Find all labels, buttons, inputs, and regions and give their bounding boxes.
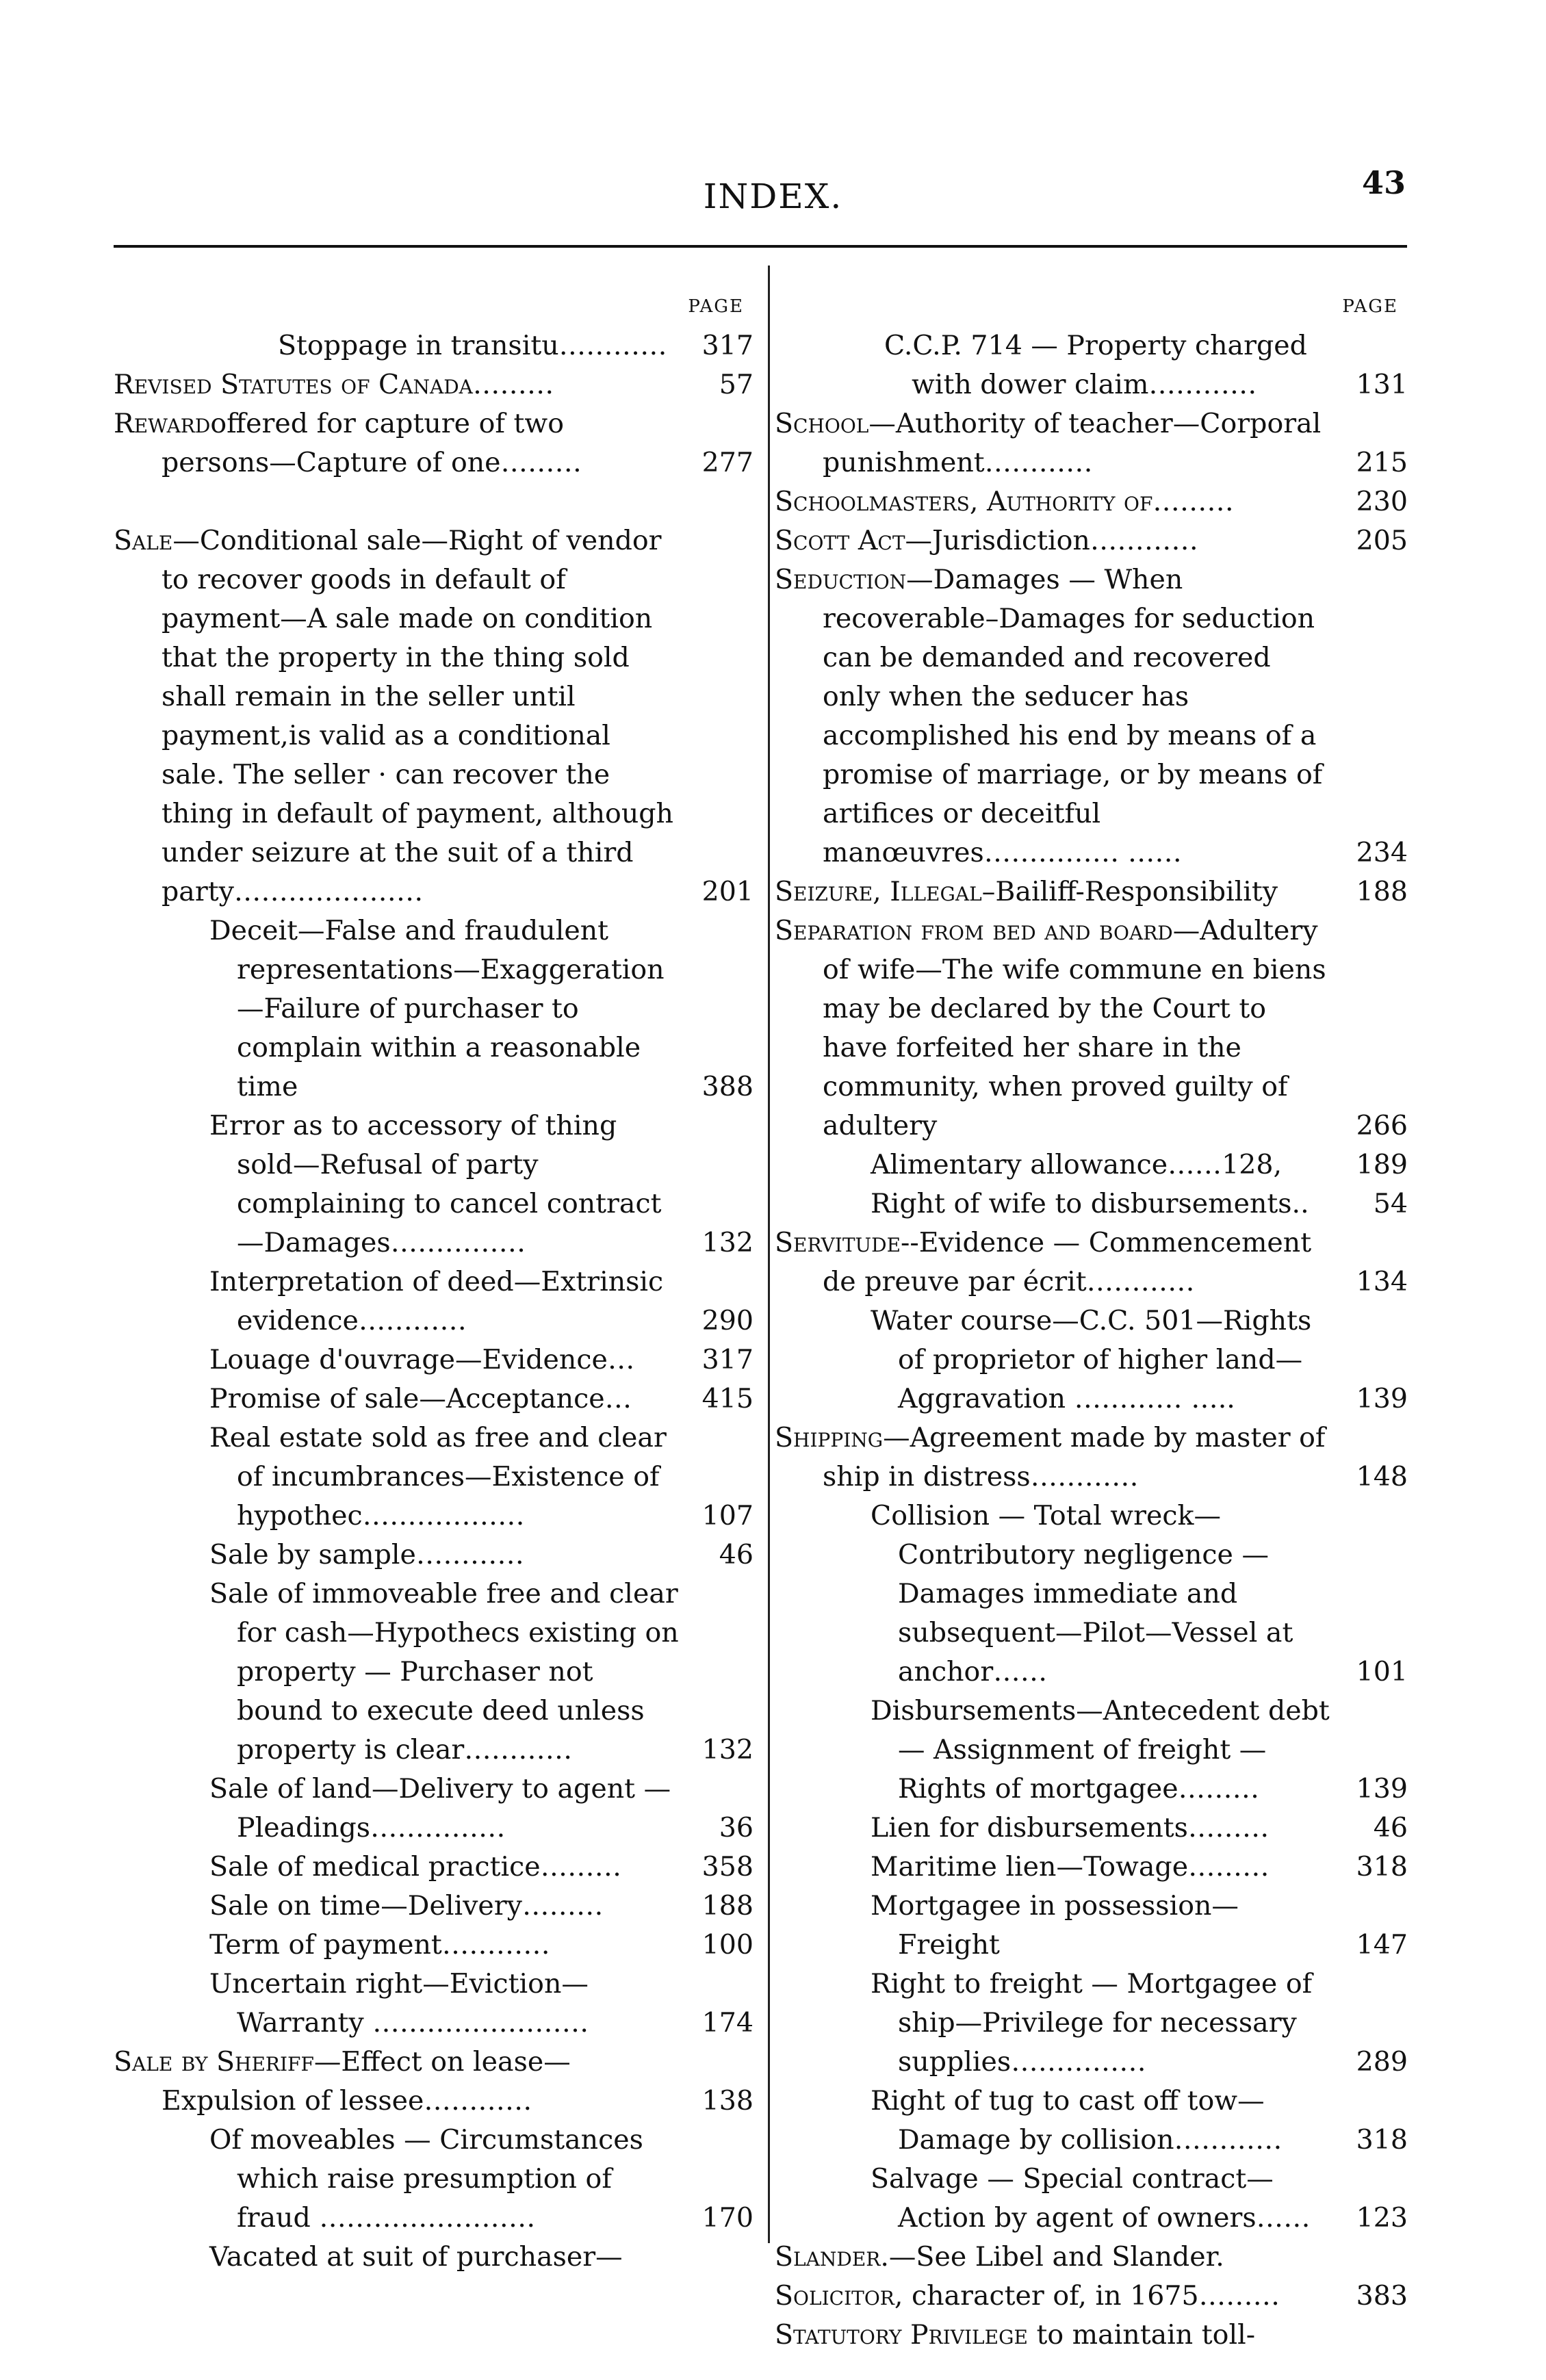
entry-page-number: 201 — [701, 876, 753, 907]
entry-description: C.C.P. 714 — Property charged with dower claim………… — [884, 330, 1307, 400]
entry-description: Collision — Total wreck—Contributory negligence — Damages immediate and subsequent—Pilot—Vessel at anchor…… — [871, 1500, 1293, 1687]
entry-text — [775, 872, 1334, 911]
index-entry — [114, 1965, 753, 2043]
index-entry — [114, 911, 753, 1107]
entry-page-number: 170 — [701, 2202, 753, 2234]
entry-heading: Shipping — [775, 1422, 884, 1453]
entry-page-number: 205 — [1356, 525, 1408, 556]
entry-page-number: 189 — [1356, 1149, 1408, 1180]
entry-heading: Revised Statutes of Canada — [114, 369, 473, 400]
entry-text — [775, 911, 1334, 1146]
entry-page-number: 174 — [701, 2007, 753, 2039]
entry-text — [775, 1146, 1334, 1185]
index-entry — [775, 560, 1408, 872]
index-entry — [775, 1809, 1408, 1848]
entry-page-number: 188 — [701, 1890, 753, 1922]
entry-page-number: 101 — [1356, 1656, 1408, 1687]
index-entries-left — [114, 326, 753, 2277]
index-entry — [775, 482, 1408, 521]
entry-text — [775, 1965, 1334, 2082]
index-entry — [775, 911, 1408, 1146]
index-entry — [775, 1965, 1408, 2082]
index-entry — [114, 404, 753, 482]
entry-heading: School — [775, 408, 869, 439]
entry-description: –Bailiff-Responsibility — [981, 876, 1278, 907]
entry-text — [775, 482, 1334, 521]
entry-description: Deceit—False and fraudulent representations—Exaggeration—Failure of purchaser to complain within a reasonable time — [209, 915, 665, 1102]
entry-description: Salvage — Special contract—Action by agent of owners…… — [871, 2163, 1311, 2234]
entry-heading: Sale by Sheriff — [114, 2046, 314, 2078]
entry-page-number: 277 — [701, 447, 753, 478]
entry-page-number: 290 — [701, 1305, 753, 1336]
entry-heading: Sale — [114, 525, 173, 556]
entry-page-number: 139 — [1356, 1773, 1408, 1805]
entry-spacer — [114, 482, 753, 521]
entry-page-number: 317 — [701, 1344, 753, 1375]
entry-page-number: 234 — [1356, 837, 1408, 868]
index-entry — [775, 1185, 1408, 1224]
index-entry — [775, 1419, 1408, 1497]
entry-text — [114, 2043, 680, 2121]
entry-description: —Adultery of wife—The wife commune en biens may be declared by the Court to have forfeited her share in the community, when proved guilty of adultery — [823, 915, 1326, 1141]
entry-text — [114, 1848, 680, 1887]
entry-description: Louage d'ouvrage—Evidence… — [209, 1344, 635, 1375]
entry-description: Maritime lien—Towage……… — [871, 1851, 1270, 1883]
entry-text — [114, 911, 680, 1107]
entry-text — [775, 404, 1334, 482]
entry-text — [775, 2277, 1334, 2316]
entry-description: Alimentary allowance……128, — [871, 1149, 1283, 1180]
entry-heading: Statutory Privilege — [775, 2319, 1028, 2351]
entry-page-number: 134 — [1356, 1266, 1408, 1297]
entry-text — [114, 1536, 680, 1575]
entry-page-number: 318 — [1356, 2124, 1408, 2156]
entry-description: Right of tug to cast off tow—Damage by collision………… — [871, 2085, 1283, 2156]
entry-text — [114, 1926, 680, 1965]
entry-page-number: 415 — [701, 1383, 753, 1414]
entry-heading: Solicitor — [775, 2280, 894, 2312]
entry-description: Sale of land—Delivery to agent —Pleadings…………… — [209, 1773, 671, 1844]
entry-description: Sale of immoveable free and clear for cash—Hypothecs existing on property — Purchaser not bound to execute deed unless property is clear………… — [209, 1578, 679, 1765]
index-column-left — [114, 287, 753, 2277]
entry-description: Term of payment………… — [209, 1929, 550, 1961]
index-entry — [114, 2238, 753, 2277]
entry-page-number: 148 — [1356, 1461, 1408, 1492]
entry-text — [775, 2160, 1334, 2238]
page-title: INDEX. — [703, 177, 843, 216]
entry-page-number: 388 — [701, 1071, 753, 1102]
entry-description: Mortgagee in possession—Freight — [871, 1890, 1239, 1961]
entry-heading: Servitude — [775, 1227, 901, 1258]
entry-text — [775, 1692, 1334, 1809]
entry-page-number: 317 — [701, 330, 753, 361]
entry-description: --Evidence — Commencement de preuve par écrit………… — [823, 1227, 1312, 1297]
index-entry — [114, 2043, 753, 2121]
page-number: 43 — [1362, 164, 1406, 201]
entry-page-number: 139 — [1356, 1383, 1408, 1414]
entry-text — [775, 2082, 1334, 2160]
index-entry — [775, 1692, 1408, 1809]
entry-description: Vacated at suit of purchaser— — [209, 2241, 623, 2273]
entry-page-number: 188 — [1356, 876, 1408, 907]
entry-text — [114, 404, 680, 482]
entry-text — [775, 1887, 1334, 1965]
entry-text — [775, 1224, 1334, 1302]
entry-page-number: 46 — [1373, 1812, 1408, 1844]
entry-description: —Effect on lease—Expulsion of lessee………… — [162, 2046, 571, 2117]
index-entry — [114, 1263, 753, 1341]
entry-description: Interpretation of deed—Extrinsic evidence………… — [209, 1266, 664, 1336]
entry-page-number: 147 — [1356, 1929, 1408, 1961]
entry-page-number: 46 — [719, 1539, 753, 1570]
entry-heading: Schoolmasters, Authority of — [775, 486, 1153, 517]
entry-page-number: 230 — [1356, 486, 1408, 517]
entry-text — [775, 1419, 1334, 1497]
entry-description: ……… — [1152, 486, 1234, 517]
index-entry — [775, 2277, 1408, 2316]
entry-description: Sale by sample………… — [209, 1539, 524, 1570]
entry-description: Water course—C.C. 501—Rights of proprietor of higher land—Aggravation ………… ….. — [871, 1305, 1312, 1414]
entry-text — [775, 2316, 1334, 2355]
index-entry — [114, 1107, 753, 1263]
entry-text — [775, 1809, 1334, 1848]
entry-page-number: 123 — [1356, 2202, 1408, 2234]
index-entry — [775, 1224, 1408, 1302]
entry-text — [114, 521, 680, 911]
entry-heading: Seizure, Illegal — [775, 876, 982, 907]
entry-description: —Authority of teacher—Corporal punishment………… — [823, 408, 1322, 478]
entry-description: Promise of sale—Acceptance… — [209, 1383, 632, 1414]
index-entry — [775, 1146, 1408, 1185]
column-divider — [768, 266, 770, 2243]
entry-text — [775, 1185, 1334, 1224]
index-entry — [775, 1302, 1408, 1419]
entry-description: Of moveables — Circumstances which raise presumption of fraud …………………… — [209, 2124, 643, 2234]
entry-text — [775, 560, 1334, 872]
index-entry — [775, 521, 1408, 560]
index-entry — [114, 365, 753, 404]
index-entry — [775, 872, 1408, 911]
entry-description: —Agreement made by master of ship in distress………… — [823, 1422, 1326, 1492]
entry-page-number: 36 — [719, 1812, 753, 1844]
page-column-label: PAGE — [1342, 296, 1398, 317]
entry-text — [114, 1341, 680, 1380]
index-entry — [775, 2238, 1408, 2277]
index-entry — [114, 1575, 753, 1770]
entry-description: offered for capture of two persons—Capture of one……… — [162, 408, 582, 478]
entry-page-number: 107 — [701, 1500, 753, 1531]
entry-heading: Seduction — [775, 564, 907, 595]
entry-text — [114, 365, 680, 404]
entry-page-number: 131 — [1356, 369, 1408, 400]
entry-page-number: 289 — [1356, 2046, 1408, 2078]
entry-text — [114, 2238, 680, 2277]
entry-text — [114, 1419, 680, 1536]
entry-description: Sale of medical practice……… — [209, 1851, 622, 1883]
entry-heading: Scott Act — [775, 525, 905, 556]
index-entry — [114, 1848, 753, 1887]
entry-description: .—See Libel and Slander. — [880, 2241, 1224, 2273]
index-entry — [775, 2082, 1408, 2160]
entry-text — [775, 2238, 1334, 2277]
index-entry — [775, 1848, 1408, 1887]
entry-heading: Reward — [114, 408, 211, 439]
entry-text — [775, 521, 1334, 560]
entry-page-number: 132 — [701, 1734, 753, 1765]
entry-text — [775, 326, 1334, 404]
index-column-right — [775, 287, 1408, 2355]
index-entry — [775, 404, 1408, 482]
entry-description: , character of, in 1675……… — [894, 2280, 1280, 2312]
entry-description: —Conditional sale—Right of vendor to recover goods in default of payment—A sale made on condition that the property in the thing sold shall remain in the seller until payment,is valid as a conditional sale. The seller · can recover the thing in default of payment, although under seizure at the suit of a third party………………… — [162, 525, 673, 907]
index-entry — [114, 1536, 753, 1575]
entry-description: to maintain toll- — [1027, 2319, 1256, 2351]
entry-page-number: 358 — [701, 1851, 753, 1883]
index-entry — [114, 2121, 753, 2238]
entry-text — [775, 1848, 1334, 1887]
entry-page-number: 132 — [701, 1227, 753, 1258]
index-entry — [775, 326, 1408, 404]
entry-page-number: 318 — [1356, 1851, 1408, 1883]
index-entry — [114, 521, 753, 911]
entry-text — [114, 2121, 680, 2238]
index-entry — [114, 326, 753, 365]
index-entry — [114, 1380, 753, 1419]
entry-page-number: 215 — [1356, 447, 1408, 478]
entry-description: Stoppage in transitu………… — [278, 330, 667, 361]
entry-heading: Separation from bed and board — [775, 915, 1173, 946]
index-entry — [775, 1497, 1408, 1692]
entry-page-number: 100 — [701, 1929, 753, 1961]
entry-description: Sale on time—Delivery……… — [209, 1890, 604, 1922]
index-entries-right — [775, 326, 1408, 2355]
entry-text — [114, 1770, 680, 1848]
entry-text — [114, 1575, 680, 1770]
entry-text — [114, 1107, 680, 1263]
entry-description: Right of wife to disbursements.. — [871, 1188, 1309, 1219]
entry-description: Real estate sold as free and clear of incumbrances—Existence of hypothec……………… — [209, 1422, 667, 1531]
entry-text — [775, 1497, 1334, 1692]
index-entry — [114, 1770, 753, 1848]
entry-page-number: 383 — [1356, 2280, 1408, 2312]
entry-text — [114, 326, 680, 365]
entry-description: —Jurisdiction………… — [905, 525, 1198, 556]
page-column-label: PAGE — [688, 296, 744, 317]
entry-text — [114, 1965, 680, 2043]
entry-description: Right to freight — Mortgagee of ship—Privilege for necessary supplies…………… — [871, 1968, 1313, 2078]
entry-page-number: 54 — [1373, 1188, 1408, 1219]
entry-description: Error as to accessory of thing sold—Refusal of party complaining to cancel contract—Damages…………… — [209, 1110, 662, 1258]
entry-description: ……… — [472, 369, 554, 400]
entry-text — [114, 1887, 680, 1926]
entry-text — [114, 1380, 680, 1419]
entry-page-number: 266 — [1356, 1110, 1408, 1141]
index-entry — [114, 1419, 753, 1536]
entry-description: —Damages — When recoverable–Damages for seduction can be demanded and recovered only when the seducer has accomplished his end by means of a promise of marriage, or by means of artifices or deceitful manœuvres…………… …… — [823, 564, 1323, 868]
index-entry — [775, 2316, 1408, 2355]
entry-heading: Slander — [775, 2241, 881, 2273]
entry-description: Uncertain right—Eviction—Warranty …………………… — [209, 1968, 589, 2039]
index-entry — [114, 1926, 753, 1965]
entry-text — [114, 1263, 680, 1341]
entry-description: Disbursements—Antecedent debt — Assignment of freight — Rights of mortgagee……… — [871, 1695, 1330, 1805]
index-entry — [114, 1341, 753, 1380]
entry-description: Lien for disbursements……… — [871, 1812, 1270, 1844]
index-entry — [775, 2160, 1408, 2238]
entry-page-number: 138 — [701, 2085, 753, 2117]
index-entry — [775, 1887, 1408, 1965]
entry-page-number: 57 — [719, 369, 753, 400]
header-rule — [114, 245, 1407, 248]
index-entry — [114, 1887, 753, 1926]
entry-text — [775, 1302, 1334, 1419]
